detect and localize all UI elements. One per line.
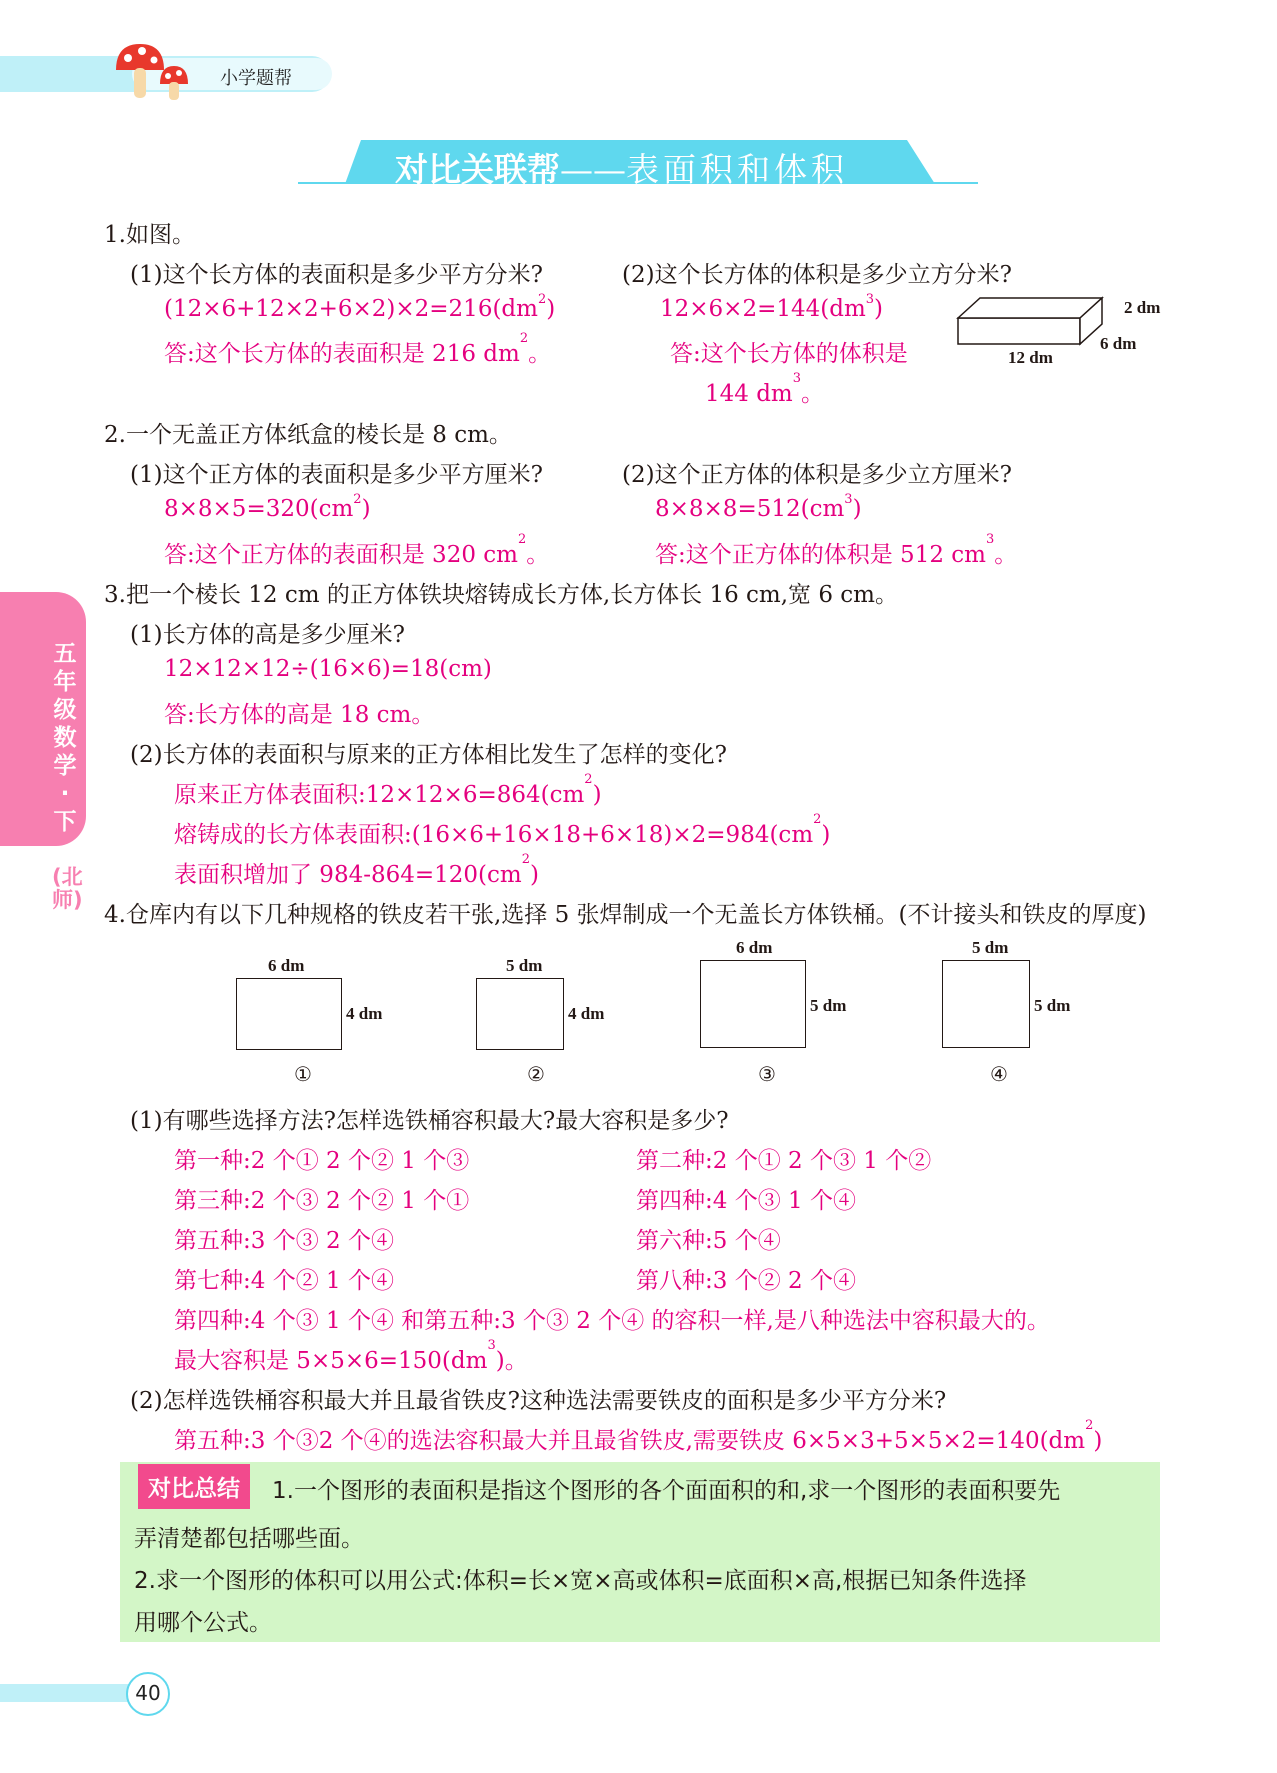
title-dash: ——	[560, 150, 626, 189]
q3-answer2-line2: 熔铸成的长方体表面积$:(16\times 6+16\times 18+6\times 18)\times 2=984(cm^2)$	[174, 812, 831, 848]
q2-answer1-text: 答:这个正方体的表面积是 320 $cm^2$。	[164, 532, 550, 568]
brand-name: 小学题帮	[220, 68, 292, 89]
mushroom-logo-icon	[112, 38, 202, 102]
q1-answer2-text: 答:这个长方体的体积是	[670, 341, 908, 367]
q4-method: 第一种:2 个① 2 个② 1 个③	[174, 1148, 470, 1174]
sheet1-side-label: 4 dm	[346, 1004, 383, 1023]
q3-answer2-line1: 原来正方体表面积$:12\times 12\times 6=864(cm^2)$	[174, 772, 602, 808]
summary-line2: 弄清楚都包括哪些面。	[134, 1526, 364, 1552]
sheet2-top-label: 5 dm	[506, 956, 543, 975]
q4-method: 第七种:4 个② 1 个④	[174, 1268, 394, 1294]
q3-stem: 3.把一个棱长 12 cm 的正方体铁块熔铸成长方体,长方体长 16 cm,宽 6 cm。	[104, 582, 898, 608]
q4-method: 第四种:4 个③ 1 个④	[636, 1188, 856, 1214]
page-number: 40	[135, 1681, 161, 1705]
q1-answer2-text2: 144 $dm^3$。	[705, 371, 825, 407]
sheet2-number: ②	[527, 1062, 545, 1086]
q1-answer1-text: 答:这个长方体的表面积是 216 $dm^2$。	[164, 331, 552, 367]
q4-part1: (1)有哪些选择方法?怎样选铁桶容积最大?最大容积是多少?	[130, 1108, 729, 1134]
q1-answer2: $12\times 6\times 2=144(dm^3)$	[660, 292, 884, 322]
summary-line1: 1.一个图形的表面积是指这个图形的各个面面积的和,求一个图形的表面积要先	[272, 1478, 1061, 1504]
q2-stem: 2.一个无盖正方体纸盒的棱长是 8 cm。	[104, 422, 512, 448]
q4-stem: 4.仓库内有以下几种规格的铁皮若干张,选择 5 张焊制成一个无盖长方体铁桶。(不计接头和铁皮的厚度)	[104, 902, 1147, 928]
sheet1-top-label: 6 dm	[268, 956, 305, 975]
q4-method: 第三种:2 个③ 2 个② 1 个①	[174, 1188, 470, 1214]
side-char: 级	[53, 697, 77, 723]
sheet3-side-label: 5 dm	[810, 996, 847, 1015]
sheet4-number: ④	[990, 1062, 1008, 1086]
cuboid-figure	[950, 294, 1120, 354]
q2-answer2-text: 答:这个正方体的体积是 512 $cm^3$。	[655, 532, 1018, 568]
side-char: 下	[53, 809, 77, 835]
sheet1-rect	[236, 978, 342, 1050]
sheet4-side-label: 5 dm	[1034, 996, 1071, 1015]
q1-part2: (2)这个长方体的体积是多少立方分米?	[622, 262, 1012, 288]
sheet3-top-label: 6 dm	[736, 938, 773, 957]
q4-method: 第八种:3 个② 2 个④	[636, 1268, 856, 1294]
summary-line3: 2.求一个图形的体积可以用公式:体积=长×宽×高或体积=底面积×高,根据已知条件选择	[134, 1568, 1027, 1594]
q4-method: 第六种:5 个④	[636, 1228, 781, 1254]
title-sub: 表面积和体积	[626, 150, 848, 189]
summary-tag: 对比总结	[138, 1464, 250, 1509]
q1-answer1: $(12\times 6+12\times 2+6\times 2)\times 2=216(dm^2)$	[164, 292, 556, 322]
q2-part1: (1)这个正方体的表面积是多少平方厘米?	[130, 462, 543, 488]
q4-conclusion: 第四种:4 个③ 1 个④ 和第五种:3 个③ 2 个④ 的容积一样,是八种选法中容积最大的。	[174, 1308, 1050, 1334]
sheet4-top-label: 5 dm	[972, 938, 1009, 957]
section-title	[395, 144, 848, 191]
q2-answer1: $8\times 8\times 5=320(cm^2)$	[164, 492, 371, 522]
cuboid-height-label: 2 dm	[1124, 298, 1161, 317]
q4-method: 第五种:3 个③ 2 个④	[174, 1228, 394, 1254]
cuboid-width-label: 6 dm	[1100, 334, 1137, 353]
sheet3-rect	[700, 960, 806, 1048]
sheet2-side-label: 4 dm	[568, 1004, 605, 1023]
sheet3-number: ③	[758, 1062, 776, 1086]
q3-answer1-text: 答:长方体的高是 18 cm。	[164, 702, 435, 728]
title-main: 对比关联帮	[395, 150, 560, 189]
side-edition: (北师)	[52, 865, 83, 912]
cuboid-length-label: 12 dm	[1008, 348, 1053, 367]
q1-stem: 1.如图。	[104, 222, 195, 248]
summary-line4: 用哪个公式。	[134, 1610, 272, 1636]
sheet1-number: ①	[294, 1062, 312, 1086]
q2-part2: (2)这个正方体的体积是多少立方厘米?	[622, 462, 1012, 488]
q3-part1: (1)长方体的高是多少厘米?	[130, 622, 405, 648]
q3-answer2-line3: 表面积增加了 $984-864=120(cm^2)$	[174, 852, 539, 888]
side-char: 数	[53, 725, 77, 751]
sheet2-rect	[476, 978, 564, 1050]
q3-part2: (2)长方体的表面积与原来的正方体相比发生了怎样的变化?	[130, 742, 727, 768]
side-char: 学	[53, 753, 77, 779]
q4-method: 第二种:2 个① 2 个③ 1 个②	[636, 1148, 932, 1174]
q4-answer2: 第五种:3 个③2 个④的选法容积最大并且最省铁皮,需要铁皮 $6\times 5\times 3+5\times 5\times 2=140(dm^2)$	[174, 1418, 1103, 1454]
q2-answer2: $8\times 8\times 8=512(cm^3)$	[655, 492, 862, 522]
footer-bar	[0, 1684, 132, 1702]
q1-part1: (1)这个长方体的表面积是多少平方分米?	[130, 262, 543, 288]
side-char: ·	[60, 781, 70, 807]
side-tab-grade	[50, 640, 80, 836]
q3-answer1: 12×12×12÷(16×6)=18(cm)	[164, 656, 492, 682]
sheet4-rect	[942, 960, 1030, 1048]
q4-max-volume: 最大容积是 $5\times 5\times 6=150(dm^3)$。	[174, 1338, 528, 1374]
side-char: 五	[53, 641, 77, 667]
q4-part2: (2)怎样选铁桶容积最大并且最省铁皮?这种选法需要铁皮的面积是多少平方分米?	[130, 1388, 947, 1414]
side-char: 年	[53, 669, 77, 695]
